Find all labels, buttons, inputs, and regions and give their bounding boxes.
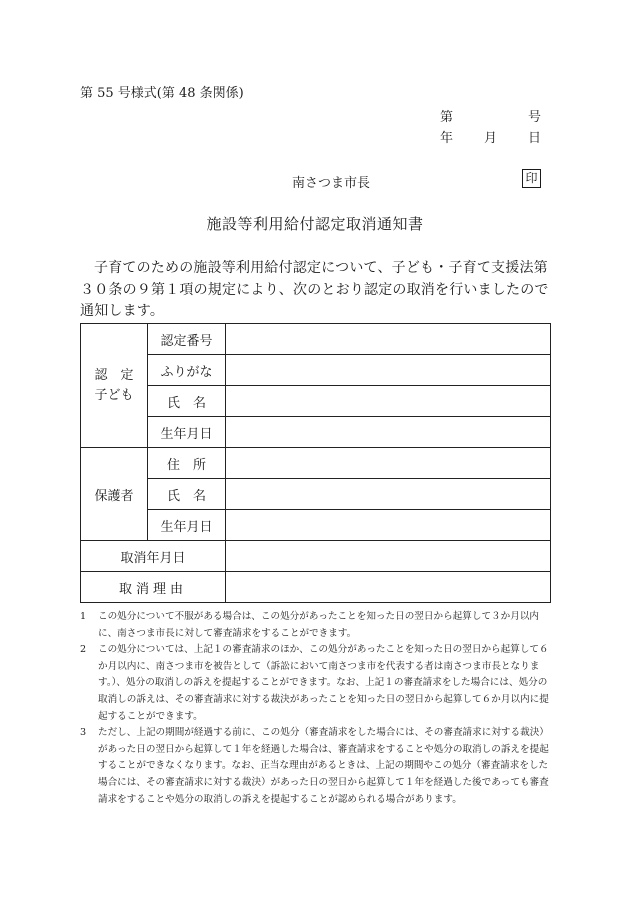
form-number: 第 55 号様式(第 48 条関係) [80, 86, 244, 101]
intro-paragraph: 子育てのための施設等利用給付認定について、子ども・子育て支援法第３０条の９第１項の規定により、次のとおり認定の取消を行いましたので通知します。 [80, 260, 549, 319]
document-title: 施設等利用給付認定取消通知書 [206, 215, 424, 233]
table-row [81, 386, 551, 417]
guardian-birthdate-field[interactable] [226, 510, 551, 541]
guardian-name-field[interactable] [226, 479, 551, 510]
date-day-label: 日 [528, 131, 542, 146]
note-item [80, 725, 552, 808]
note-number: 1 [80, 611, 87, 622]
doc-number-prefix: 第 [440, 110, 454, 125]
table-row [81, 572, 551, 603]
child-group-label [81, 324, 148, 448]
date-year-label: 年 [440, 131, 454, 146]
note-number: 2 [80, 644, 87, 656]
table-row [81, 479, 551, 510]
cert-number-label: 認定番号 [148, 324, 226, 355]
issuer-name: 南さつま市長 [292, 176, 371, 191]
cert-number-field[interactable] [226, 324, 551, 355]
child-birthdate-field[interactable] [226, 417, 551, 448]
child-name-field[interactable] [226, 386, 551, 417]
cancel-date-label: 取消年月日 [81, 541, 226, 572]
table-row [81, 324, 551, 355]
address-label: 住 所 [148, 448, 226, 479]
date-month-label: 月 [484, 131, 498, 146]
doc-number-suffix: 号 [528, 110, 542, 125]
info-table [80, 323, 551, 603]
guardian-birthdate-label: 生年月日 [148, 510, 226, 541]
note-number: 3 [80, 727, 87, 739]
cancel-reason-label: 取消理由 [81, 572, 226, 603]
child-name-label: 氏 名 [148, 386, 226, 417]
note-item [80, 609, 552, 642]
notes-section [80, 609, 552, 808]
child-group-line1: 認 定 [94, 367, 134, 383]
note-text: この処分については、上記１の審査請求のほか、この処分があったことを知った日の翌日から起算して６か月以内に、南さつま市を被告として（訴訟において南さつま市を代表する者は南さつま市長となります。）、処分の取消しの訴えを提起することができます。なお、上記１の審査請求をした場合には、処分の取消しの訴えは、その審査請求に対する裁決があったことを知った日の翌日から起算して６か月以内に提起することができます。 [98, 644, 549, 722]
cancel-date-field[interactable] [226, 541, 551, 572]
table-row [81, 417, 551, 448]
cancel-reason-field[interactable] [226, 572, 551, 603]
note-text: この処分について不服がある場合は、この処分があったことを知った日の翌日から起算して３か月以内に、南さつま市長に対して審査請求をすることができます。 [98, 611, 540, 639]
child-birthdate-label: 生年月日 [148, 417, 226, 448]
note-item [80, 642, 552, 725]
table-row [81, 510, 551, 541]
table-row [81, 448, 551, 479]
address-field[interactable] [226, 448, 551, 479]
child-group-line2: 子ども [94, 387, 134, 403]
note-text: ただし、上記の期間が経過する前に、この処分（審査請求をした場合には、その審査請求に対する裁決）があった日の翌日から起算して１年を経過した場合は、審査請求をすることや処分の取消しの訴えを提起することができなくなります。なお、正当な理由があるときは、上記の期間やこの処分（審査請求をした場合には、その審査請求に対する裁決）があった日の翌日から起算して１年を経過した後であっても審査請求をすることや処分の取消しの訴えを提起することが認められる場合があります。 [98, 727, 549, 805]
furigana-field[interactable] [226, 355, 551, 386]
seal-mark: 印 [522, 169, 541, 188]
guardian-group-label: 保護者 [81, 448, 148, 541]
table-row [81, 355, 551, 386]
table-row [81, 541, 551, 572]
guardian-name-label: 氏 名 [148, 479, 226, 510]
furigana-label: ふりがな [148, 355, 226, 386]
